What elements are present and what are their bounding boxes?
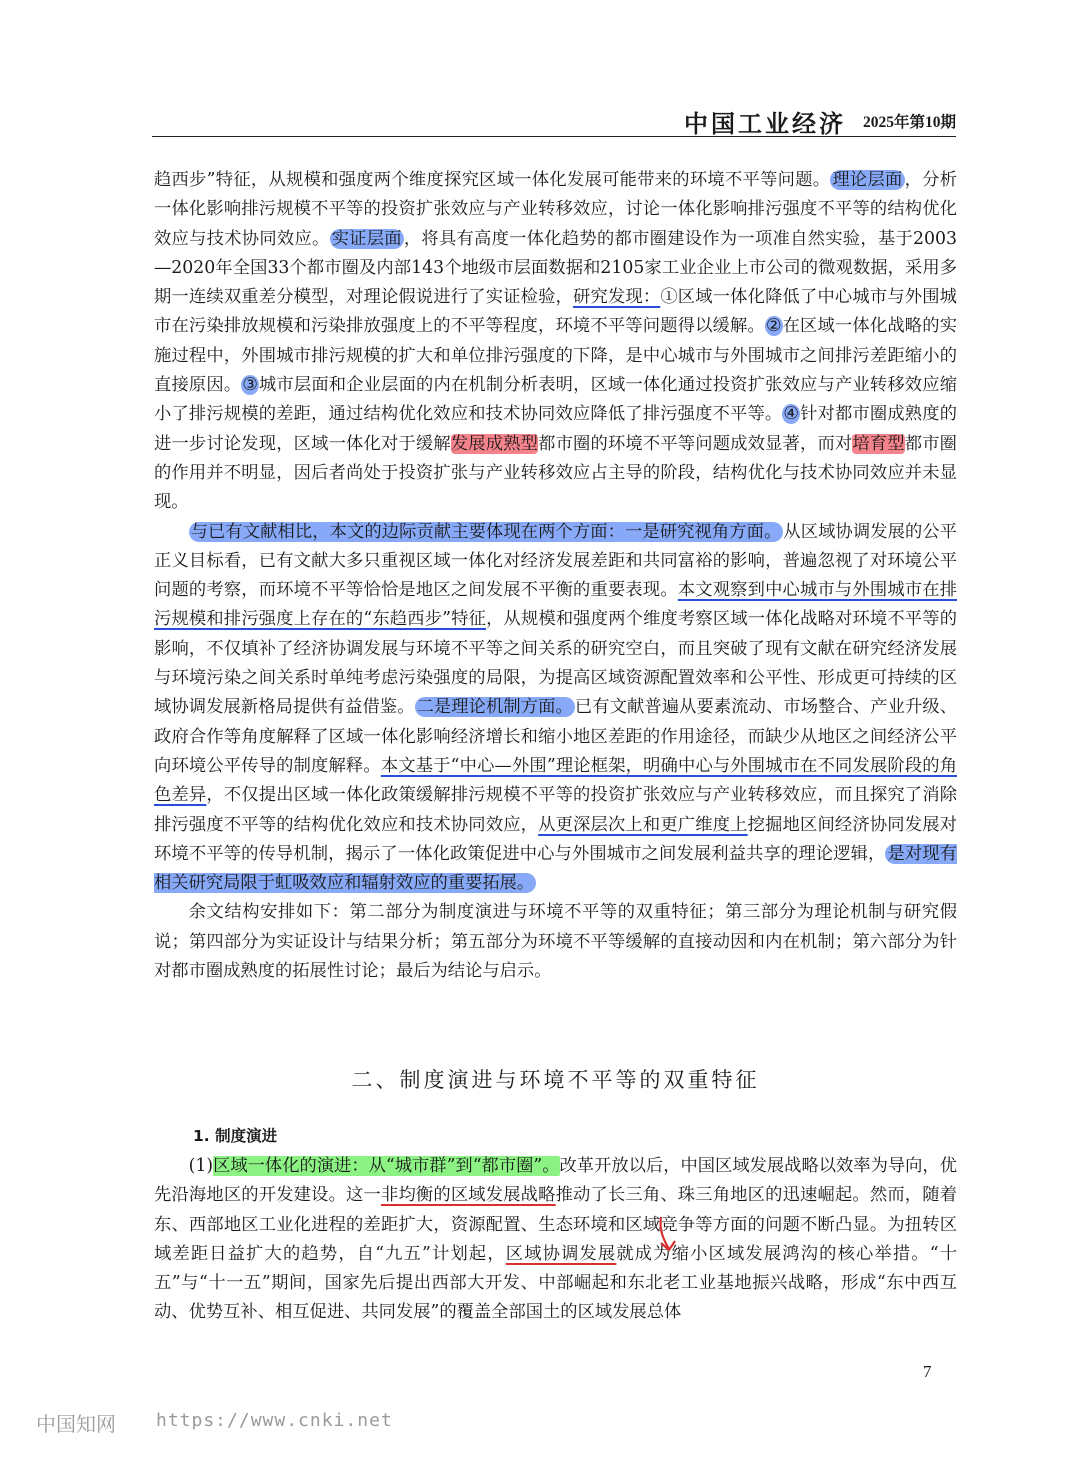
text-run: ，不仅提出区域一体化政策缓解排污规模不平等的投资扩张效应与产业转移效应，而且探究了消除排污强度不平等的结构优化效应和技术协同效应， (154, 785, 957, 835)
text-run: 推动了长三角、珠三角地区的迅速崛起。然而，随着东、西部地区工业化进程的差距扩大，资源配置、生态环境和区域竞争等方面的问题不断凸显。为扭转区域差距日益扩大的趋势，自“九五”计划起， (154, 1185, 957, 1264)
text-run: 都市圈的环境不平等问题成效显著，而对 (538, 433, 853, 454)
text-run: 改革开放以后，中国区域发展战略以效率为导向，优先沿海地区的开发建设。这一 (154, 1156, 957, 1206)
main-text (154, 166, 957, 986)
text-run: 在区域一体化战略的实施过程中，外围城市排污规模的扩大和单位排污强度的下降，是中心城市与外围城市之间排污差距缩小的直接原因。 (154, 316, 957, 396)
highlight-blue: 二是理论机制方面。 (416, 697, 573, 718)
underline-blue: 本文基于“中心—外围”理论框架，明确中心与外围城市在不同发展阶段的角色差异 (154, 755, 957, 806)
issue-label: 2025年第10期 (862, 114, 956, 131)
text-run: 都市圈的作用并不明显，因后者尚处于投资扩张与产业转移效应占主导的阶段，结构优化与技术协同效应并未显现。 (154, 433, 957, 513)
underline-red: 非均衡的区域发展战略 (380, 1185, 556, 1206)
item-number: (1) (188, 1156, 214, 1176)
circled-number: ① (660, 287, 678, 308)
text-run: 针对都市圈成熟度的进一步讨论发现，区域一体化对于缓解 (154, 404, 957, 454)
text-run: 就成为缩小区域发展鸿沟的核心举措。“十五”与“十一五”期间，国家先后提出西部大开发、中部崛起和东北老工业基地振兴战略，形成“东中西互动、优势互补、相互促进、共同发展”的覆盖全部国土的区域发展总体 (154, 1243, 957, 1323)
text-run: 挖掘地区间经济协同发展对环境不平等的传导机制，揭示了一体化政策促进中心与外围城市之间发展利益共享的理论逻辑， (154, 814, 957, 864)
circled-number-highlight: ④ (783, 404, 800, 425)
text-run: ，将具有高度一体化趋势的都市圈建设作为一项准自然实验，基于2003—2020年全国33个都市圈及内部143个地级市层面数据和2105家工业企业上市公司的微观数据，采用多期一连续双重差分模型，对理论假说进行了实证检验， (154, 228, 957, 308)
running-header (152, 104, 956, 137)
underline-blue: 本文观察到中心城市与外围城市在排污规模和排污强度上存在的“东趋西步”特征 (154, 580, 957, 630)
circled-number-highlight: ③ (242, 375, 258, 396)
annotation-arrow-icon (655, 1215, 685, 1255)
highlight-red: 培育型 (852, 433, 905, 454)
text-run: ，分析一体化影响排污规模不平等的投资扩张效应与产业转移效应，讨论一体化影响排污强度不平等的结构优化效应与技术协同效应。 (154, 170, 957, 249)
section-heading: 二、制度演进与环境不平等的双重特征 (351, 1068, 760, 1092)
text-run: 趋西步”特征，从规模和强度两个维度探究区域一体化发展可能带来的环境不平等问题。 (154, 170, 831, 190)
subsection-heading: 1. 制度演进 (193, 1127, 278, 1145)
text-run: 从区域协调发展的公平正义目标看，已有文献大多只重视区域一体化对经济发展差距和共同富裕的影响，普遍忽视了对环境公平问题的考察，而环境不平等恰恰是地区之间发展不平衡的重要表现。 (154, 521, 957, 601)
text-run: ，从规模和强度两个维度考察区域一体化战略对环境不平等的影响，不仅填补了经济协调发展与环境不平等之间关系的研究空白，而且突破了现有文献在研究经济发展与环境污染之间关系时单纯考虑污染强度的局限，为提高区域资源配置效率和公平性、形成更可持续的区域协调发展新格局提供有益借鉴。 (154, 609, 957, 718)
page-number: 7 (923, 1362, 932, 1381)
highlight-blue: 理论层面 (832, 170, 903, 190)
highlight-blue: 是对现有相关研究局限于虹吸效应和辐射效应的重要拓展。 (154, 843, 957, 894)
journal-title: 中国工业经济 (684, 109, 846, 138)
footer-url[interactable]: https://www.cnki.net (156, 1410, 393, 1431)
paragraph-3: 余文结构安排如下：第二部分为制度演进与环境不平等的双重特征；第三部分为理论机制与研究假说；第四部分为实证设计与结果分析；第五部分为环境不平等缓解的直接动因和内在机制；第六部分为针对都市圈成熟度的拓展性讨论；最后为结论与启示。 (154, 902, 957, 982)
text-run: 已有文献普遍从要素流动、市场整合、产业升级、政府合作等角度解释了区域一体化影响经济增长和缩小地区差距的作用途径，而缺少从地区之间经济公平向环境公平传导的制度解释。 (154, 697, 957, 776)
highlight-green: 区域一体化的演进：从“城市群”到“都市圈”。 (213, 1156, 560, 1176)
section-text (154, 1152, 957, 1328)
highlight-red: 发展成熟型 (450, 433, 539, 454)
footer-brand: 中国知网 (36, 1412, 116, 1436)
text-run: 区域一体化降低了中心城市与外围城市在污染排放规模和污染排放强度上的不平等程度，环境不平等问题得以缓解。 (154, 287, 957, 337)
highlight-blue: 与已有文献相比，本文的边际贡献主要体现在两个方面：一是研究视角方面。 (190, 521, 782, 542)
paragraph-2 (154, 518, 957, 899)
underline-blue: 从更深层次上和更广维度上 (538, 814, 748, 835)
highlight-blue: 实证层面 (331, 228, 402, 249)
paragraph-4 (154, 1152, 957, 1328)
paragraph-1 (154, 166, 957, 518)
text-run: 城市层面和企业层面的内在机制分析表明，区域一体化通过投资扩张效应与产业转移效应缩小了排污规模的差距，通过结构优化效应和技术协同效应降低了排污强度不平等。 (154, 375, 957, 425)
underline-blue: 研究发现： (573, 287, 661, 308)
underline-red: 区域协调发展 (505, 1243, 617, 1264)
circled-number-highlight: ② (765, 316, 782, 337)
